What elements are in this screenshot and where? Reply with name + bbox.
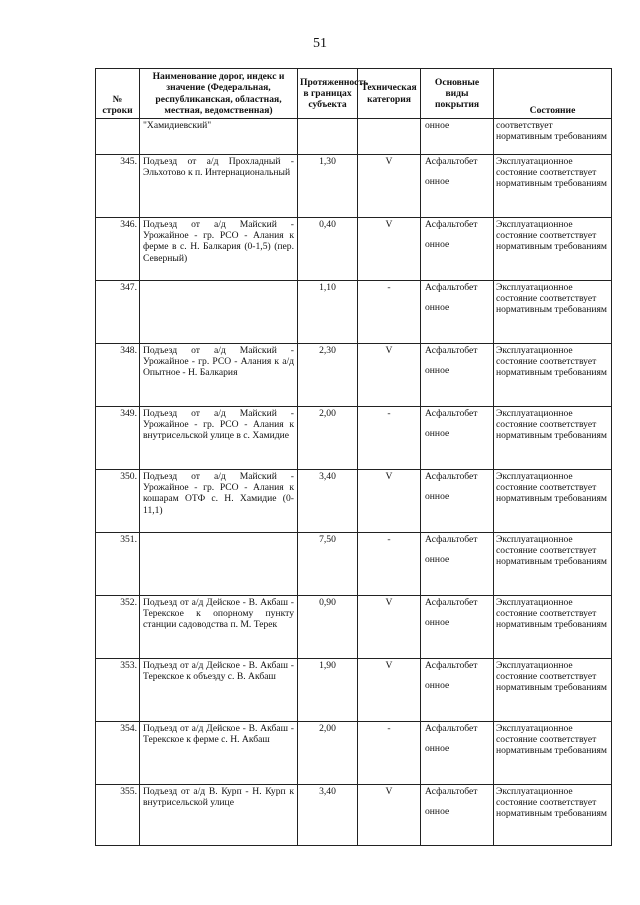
cell-name: Подъезд от а/д Майский - Урожайное - гр. РСО - Алания к а/д Опытное - Н. Балкария	[140, 344, 298, 407]
header-length: Протяженность в границах субъекта	[298, 69, 358, 119]
coverage-line-2: онное	[425, 680, 450, 692]
cell-num: 352.	[96, 596, 140, 659]
cell-name: "Хамидиевский"	[140, 119, 298, 155]
cell-state: Эксплуатационное состояние соответствует нормативным требованиям	[494, 155, 612, 218]
cell-name: Подъезд от а/д В. Курп - Н. Курп к внутрисельской улице	[140, 785, 298, 846]
cell-name: Подъезд от а/д Майский - Урожайное - гр. РСО - Алания к ферме в с. Н. Балкария (0-1,5) (пер. Северный)	[140, 218, 298, 281]
cell-name: Подъезд от а/д Прохладный - Эльхотово к п. Интернациональный	[140, 155, 298, 218]
cell-coverage	[421, 344, 494, 407]
table-row	[96, 470, 612, 533]
cell-length: 1,90	[298, 659, 358, 722]
cell-coverage	[421, 659, 494, 722]
cell-num: 346.	[96, 218, 140, 281]
cell-category: V	[358, 155, 421, 218]
cell-name	[140, 533, 298, 596]
coverage-line-1: Асфальтобет	[425, 408, 478, 419]
coverage-line-1: Асфальтобет	[425, 786, 478, 797]
cell-state: Эксплуатационное состояние соответствует нормативным требованиям	[494, 218, 612, 281]
cell-name	[140, 281, 298, 344]
cell-length: 1,30	[298, 155, 358, 218]
coverage-line-2: онное	[425, 428, 450, 440]
coverage-line-2: онное	[425, 743, 450, 755]
table-row	[96, 533, 612, 596]
cell-state: соответствует нормативным требованиям	[494, 119, 612, 155]
coverage-line-2: онное	[425, 554, 450, 566]
cell-num: 351.	[96, 533, 140, 596]
cell-length: 1,10	[298, 281, 358, 344]
header-num: № строки	[96, 69, 140, 119]
coverage-line-2: онное	[425, 365, 450, 377]
coverage-line-1: Асфальтобет	[425, 282, 478, 293]
cell-length: 0,90	[298, 596, 358, 659]
table-header-row	[96, 69, 612, 119]
cell-name: Подъезд от а/д Дейское - В. Акбаш - Терекское к ферме с. Н. Акбаш	[140, 722, 298, 785]
cell-num: 354.	[96, 722, 140, 785]
table-row	[96, 785, 612, 846]
cell-category: V	[358, 785, 421, 846]
coverage-line-1: Асфальтобет	[425, 345, 478, 356]
cell-length: 2,00	[298, 722, 358, 785]
cell-name: Подъезд от а/д Дейское - В. Акбаш - Терекское к опорному пункту станции садоводства п. М. Терек	[140, 596, 298, 659]
coverage-line-1: Асфальтобет	[425, 723, 478, 734]
cell-state: Эксплуатационное состояние соответствует нормативным требованиям	[494, 533, 612, 596]
cell-state: Эксплуатационное состояние соответствует нормативным требованиям	[494, 470, 612, 533]
cell-state: Эксплуатационное состояние соответствует нормативным требованиям	[494, 407, 612, 470]
cell-name: Подъезд от а/д Дейское - В. Акбаш - Терекское к объезду с. В. Акбаш	[140, 659, 298, 722]
cell-state: Эксплуатационное состояние соответствует нормативным требованиям	[494, 344, 612, 407]
coverage-line-2: онное	[425, 239, 450, 251]
coverage-line-1: Асфальтобет	[425, 471, 478, 482]
cell-state: Эксплуатационное состояние соответствует нормативным требованиям	[494, 281, 612, 344]
cell-state: Эксплуатационное состояние соответствует нормативным требованиям	[494, 785, 612, 846]
cell-coverage	[421, 155, 494, 218]
cell-state: Эксплуатационное состояние соответствует нормативным требованиям	[494, 659, 612, 722]
coverage-line-1: Асфальтобет	[425, 219, 478, 230]
cell-category: -	[358, 407, 421, 470]
cell-name: Подъезд от а/д Майский - Урожайное - гр. РСО - Алания к кошарам ОТФ с. Н. Хамидие (0-11,1)	[140, 470, 298, 533]
cell-coverage	[421, 281, 494, 344]
coverage-line-1: Асфальтобет	[425, 534, 478, 545]
header-name: Наименование дорог, индекс и значение (Федеральная, республиканская, областная, местная, ведомственная)	[140, 69, 298, 119]
cell-name: Подъезд от а/д Майский - Урожайное - гр. РСО - Алания к внутрисельской улице в с. Хамидие	[140, 407, 298, 470]
cell-length: 2,30	[298, 344, 358, 407]
table-row	[96, 407, 612, 470]
cell-coverage	[421, 785, 494, 846]
header-category: Техническая категория	[358, 69, 421, 119]
table-row	[96, 218, 612, 281]
coverage-line-1: Асфальтобет	[425, 156, 478, 167]
cell-category: -	[358, 533, 421, 596]
cell-length: 2,00	[298, 407, 358, 470]
cell-num: 355.	[96, 785, 140, 846]
coverage-line-1: Асфальтобет	[425, 660, 478, 671]
coverage-line-2: онное	[425, 617, 450, 629]
cell-length: 3,40	[298, 470, 358, 533]
cell-state: Эксплуатационное состояние соответствует нормативным требованиям	[494, 596, 612, 659]
coverage-line-2: онное	[425, 302, 450, 314]
cell-length: 3,40	[298, 785, 358, 846]
cell-num: 347.	[96, 281, 140, 344]
table-row-continuation	[96, 119, 612, 155]
header-state: Состояние	[494, 69, 612, 119]
cell-category: V	[358, 470, 421, 533]
table-row	[96, 659, 612, 722]
cell-num: 353.	[96, 659, 140, 722]
coverage-line-1: Асфальтобет	[425, 597, 478, 608]
coverage-line-2: онное	[425, 491, 450, 503]
cell-coverage	[421, 533, 494, 596]
table-row	[96, 281, 612, 344]
cell-category: V	[358, 218, 421, 281]
cell-coverage: онное	[421, 119, 494, 155]
cell-category: V	[358, 344, 421, 407]
table-row	[96, 596, 612, 659]
coverage-line-2: онное	[425, 806, 450, 818]
cell-num: 349.	[96, 407, 140, 470]
table-row	[96, 722, 612, 785]
cell-category	[358, 119, 421, 155]
cell-length	[298, 119, 358, 155]
cell-num: 350.	[96, 470, 140, 533]
cell-coverage	[421, 470, 494, 533]
roads-table	[95, 68, 612, 846]
cell-num: 348.	[96, 344, 140, 407]
cell-category: V	[358, 659, 421, 722]
cell-category: V	[358, 596, 421, 659]
table-row	[96, 155, 612, 218]
cell-coverage	[421, 722, 494, 785]
cell-coverage	[421, 407, 494, 470]
coverage-line-2: онное	[425, 176, 450, 188]
page-number: 51	[313, 36, 327, 51]
cell-coverage	[421, 218, 494, 281]
cell-length: 7,50	[298, 533, 358, 596]
header-coverage: Основные виды покрытия	[421, 69, 494, 119]
cell-state: Эксплуатационное состояние соответствует нормативным требованиям	[494, 722, 612, 785]
table-row	[96, 344, 612, 407]
cell-length: 0,40	[298, 218, 358, 281]
cell-num: 345.	[96, 155, 140, 218]
cell-num	[96, 119, 140, 155]
cell-category: -	[358, 722, 421, 785]
cell-category: -	[358, 281, 421, 344]
cell-coverage	[421, 596, 494, 659]
